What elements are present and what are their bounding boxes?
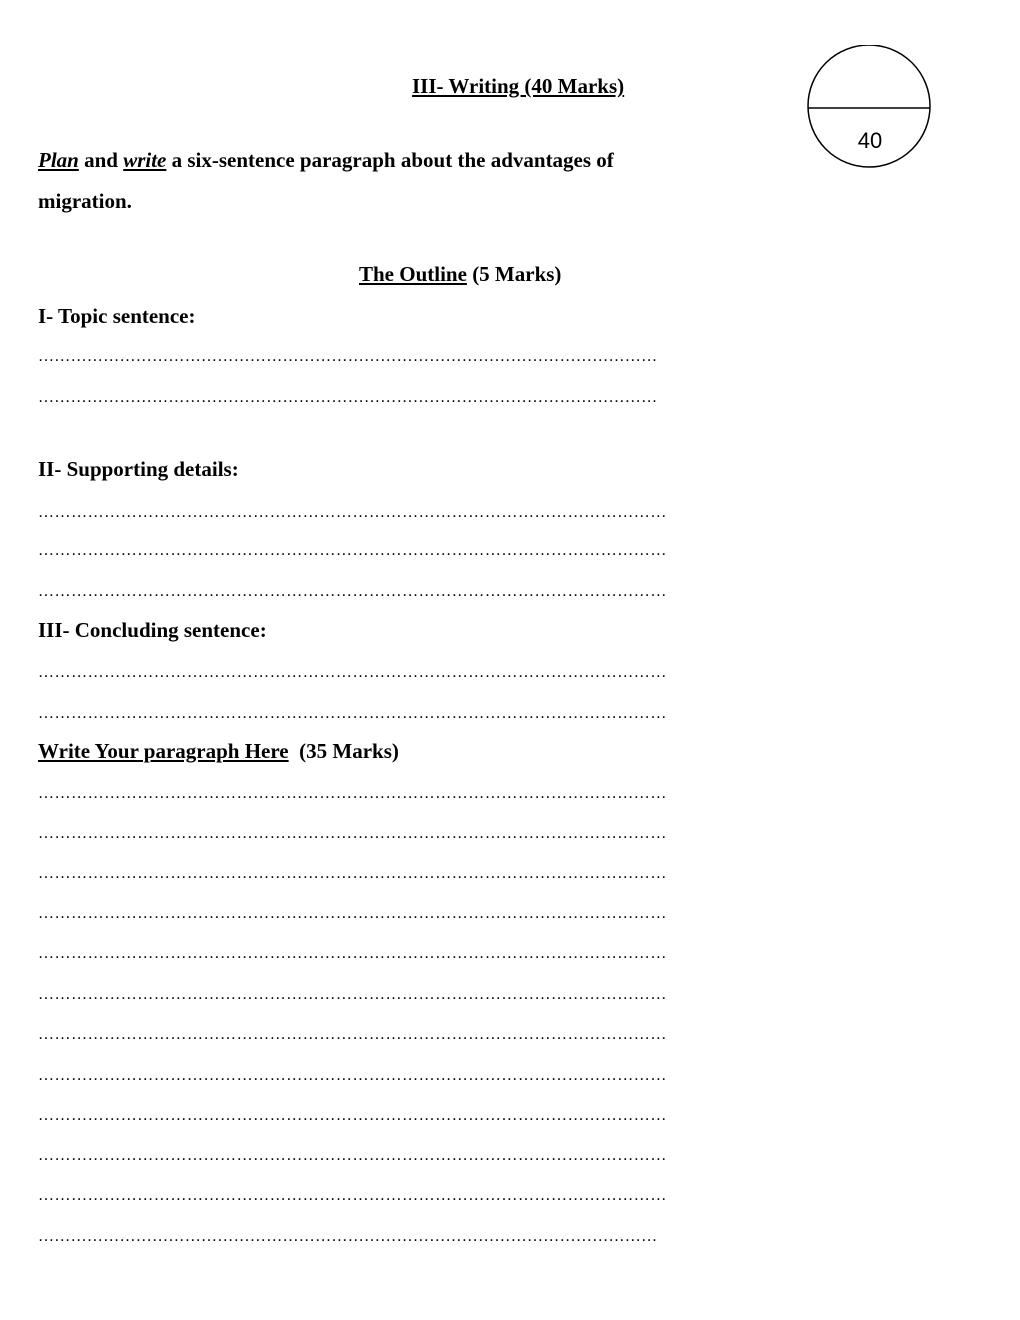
supporting-details-label: II- Supporting details: — [38, 457, 239, 481]
section-title: III- Writing (40 Marks) — [412, 74, 625, 98]
instruction-plan: Plan — [38, 148, 79, 172]
paragraph-marks: (35 Marks) — [288, 739, 399, 763]
paragraph-line[interactable]: …………………………………………………………………………………………………… — [38, 986, 667, 1003]
paragraph-heading — [38, 739, 399, 764]
outline-title: The Outline — [359, 262, 467, 286]
score-total: 40 — [857, 128, 883, 153]
answer-line[interactable]: …………………………………………………………………………………………………… — [38, 389, 658, 406]
instruction-write: write — [123, 148, 167, 172]
answer-line[interactable]: …………………………………………………………………………………………………… — [38, 664, 667, 681]
instruction-and: and — [78, 148, 124, 172]
instruction-line-2: migration. — [38, 189, 132, 213]
answer-line[interactable]: …………………………………………………………………………………………………… — [38, 705, 667, 722]
answer-line[interactable]: …………………………………………………………………………………………………… — [38, 504, 667, 521]
instruction-rest: a six-sentence paragraph about the advantages of — [166, 148, 614, 172]
paragraph-line[interactable]: …………………………………………………………………………………………………… — [38, 1228, 658, 1245]
paragraph-title: Write Your paragraph Here — [38, 739, 289, 763]
paragraph-line[interactable]: …………………………………………………………………………………………………… — [38, 785, 667, 802]
instruction-line-1 — [38, 148, 614, 173]
paragraph-line[interactable]: …………………………………………………………………………………………………… — [38, 945, 667, 962]
paragraph-line[interactable]: …………………………………………………………………………………………………… — [38, 1187, 667, 1204]
answer-line[interactable]: …………………………………………………………………………………………………… — [38, 348, 658, 365]
paragraph-line[interactable]: …………………………………………………………………………………………………… — [38, 905, 667, 922]
answer-line[interactable]: …………………………………………………………………………………………………… — [38, 542, 667, 559]
outline-marks: (5 Marks) — [466, 262, 562, 286]
score-circle — [806, 45, 934, 169]
paragraph-line[interactable]: …………………………………………………………………………………………………… — [38, 1147, 667, 1164]
paragraph-line[interactable]: …………………………………………………………………………………………………… — [38, 1107, 667, 1124]
outline-heading — [359, 262, 561, 287]
topic-sentence-label: I- Topic sentence: — [38, 304, 196, 328]
answer-line[interactable]: …………………………………………………………………………………………………… — [38, 583, 667, 600]
concluding-sentence-label: III- Concluding sentence: — [38, 618, 267, 642]
paragraph-line[interactable]: …………………………………………………………………………………………………… — [38, 825, 667, 842]
paragraph-line[interactable]: …………………………………………………………………………………………………… — [38, 865, 667, 882]
paragraph-line[interactable]: …………………………………………………………………………………………………… — [38, 1026, 667, 1043]
paragraph-line[interactable]: …………………………………………………………………………………………………… — [38, 1067, 667, 1084]
